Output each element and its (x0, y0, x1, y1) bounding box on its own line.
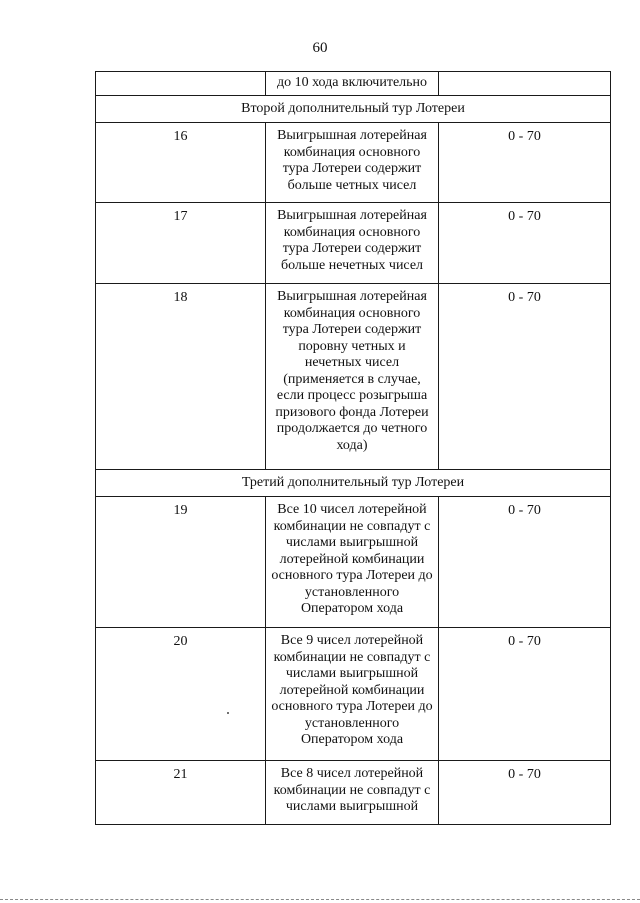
cell-number (96, 72, 266, 96)
table-row (96, 761, 611, 825)
cell-description: Выигрышная лотерейная комбинация основного тура Лотереи содержит больше четных чисел (266, 123, 439, 203)
table-row (96, 203, 611, 284)
cell-description: Все 9 чисел лотерейной комбинации не совпадут с числами выигрышной лотерейной комбинации основного тура Лотереи до установленного Оператором хода (266, 628, 439, 761)
cell-range (439, 72, 611, 96)
scan-edge-line (0, 899, 640, 900)
page-number: 60 (312, 40, 328, 56)
table-row-continuation (96, 72, 611, 96)
cell-number: 17 (96, 203, 266, 284)
section-title: Второй дополнительный тур Лотереи (96, 96, 611, 123)
cell-number: 18 (96, 284, 266, 470)
cell-description: до 10 хода включительно (266, 72, 439, 96)
cell-number: 20 (96, 628, 266, 761)
cell-description: Все 10 чисел лотерейной комбинации не совпадут с числами выигрышной лотерейной комбинации основного тура Лотереи до установленного Оператором хода (266, 497, 439, 628)
table-row (96, 628, 611, 761)
cell-range: 0 - 70 (439, 628, 611, 761)
table-row (96, 123, 611, 203)
cell-description: Выигрышная лотерейная комбинация основного тура Лотереи содержит поровну четных и нечетных чисел (применяется в случае, если процесс розыгрыша призового фонда Лотереи продолжается до четного хода) (266, 284, 439, 470)
cell-number: 21 (96, 761, 266, 825)
scan-speck (227, 712, 229, 714)
cell-range: 0 - 70 (439, 123, 611, 203)
section-header-row (96, 470, 611, 497)
cell-description: Все 8 чисел лотерейной комбинации не совпадут с числами выигрышной (266, 761, 439, 825)
table-row (96, 497, 611, 628)
table-row (96, 284, 611, 470)
cell-range: 0 - 70 (439, 761, 611, 825)
lottery-table (95, 71, 611, 825)
cell-range: 0 - 70 (439, 497, 611, 628)
section-header-row (96, 96, 611, 123)
cell-range: 0 - 70 (439, 203, 611, 284)
cell-description: Выигрышная лотерейная комбинация основного тура Лотереи содержит больше нечетных чисел (266, 203, 439, 284)
cell-range: 0 - 70 (439, 284, 611, 470)
cell-number: 16 (96, 123, 266, 203)
section-title: Третий дополнительный тур Лотереи (96, 470, 611, 497)
cell-number: 19 (96, 497, 266, 628)
